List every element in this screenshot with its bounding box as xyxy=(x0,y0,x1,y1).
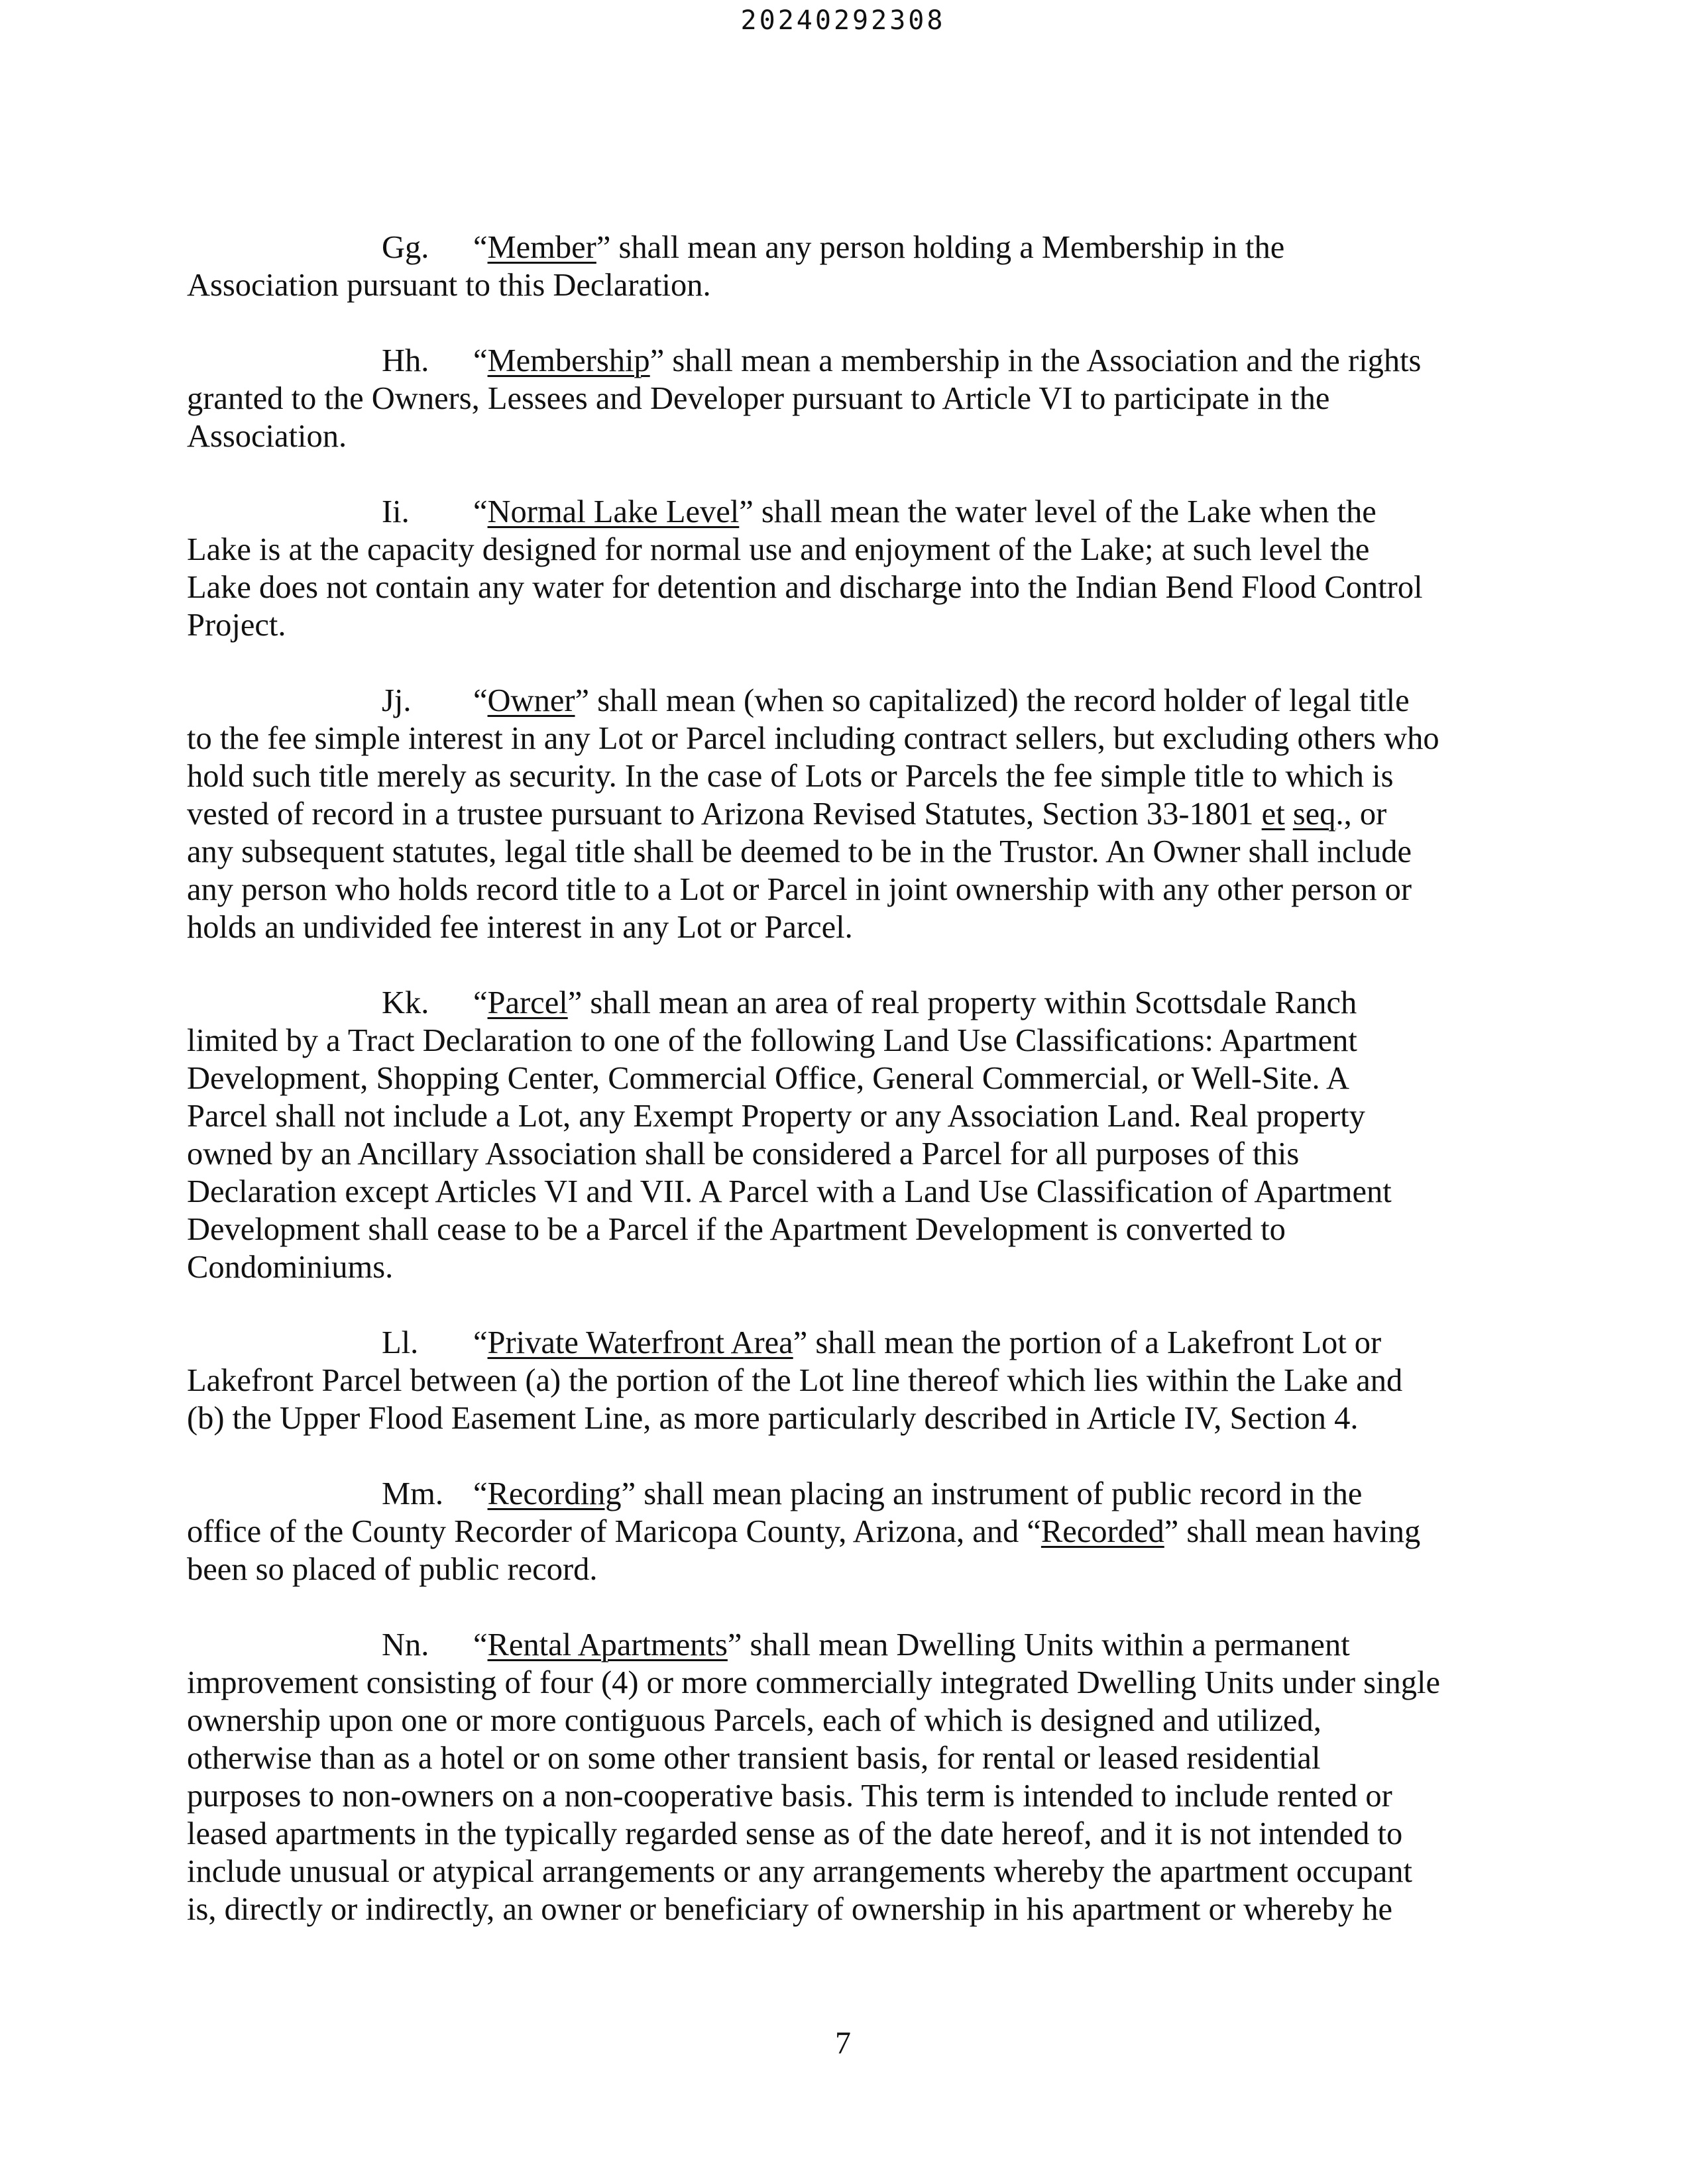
paragraph-line: Lakefront Parcel between (a) the portion of the Lot line thereof which lies within the Lake and xyxy=(187,1363,1403,1398)
paragraph-line: to the fee simple interest in any Lot or Parcel including contract sellers, but excluding others who xyxy=(187,721,1439,756)
paragraph-line: any subsequent statutes, legal title shall be deemed to be in the Trustor. An Owner shall include xyxy=(187,834,1412,869)
definition-owner xyxy=(187,682,1486,946)
document-body xyxy=(187,229,1486,1966)
paragraph-line: Development shall cease to be a Parcel if the Apartment Development is converted to xyxy=(187,1212,1286,1247)
paragraph-line: granted to the Owners, Lessees and Developer pursuant to Article VI to participate in the xyxy=(187,381,1330,416)
paragraph-line: Project. xyxy=(187,608,286,643)
defined-term: Member xyxy=(487,230,596,265)
paragraph-line: Development, Shopping Center, Commercial Office, General Commercial, or Well-Site. A xyxy=(187,1061,1350,1096)
paragraph-line: improvement consisting of four (4) or more commercially integrated Dwelling Units under single xyxy=(187,1665,1441,1700)
definition-private-waterfront-area xyxy=(187,1324,1486,1437)
paragraph-label: Ii. xyxy=(382,494,410,529)
defined-term: Membership xyxy=(487,343,650,378)
paragraph-line-with-citation xyxy=(187,795,1486,833)
citation-et: et xyxy=(1261,796,1285,832)
paragraph-line: limited by a Tract Declaration to one of the following Land Use Classifications: Apartment xyxy=(187,1023,1357,1058)
citation-seq: seq xyxy=(1292,796,1336,832)
paragraph-first-line: Kk. “Parcel” shall mean an area of real property within Scottsdale Ranch xyxy=(382,985,1357,1020)
paragraph-label: Kk. xyxy=(382,985,429,1020)
paragraph-line: Lake does not contain any water for detention and discharge into the Indian Bend Flood Control xyxy=(187,570,1423,605)
paragraph-first-line: Ll. “Private Waterfront Area” shall mean the portion of a Lakefront Lot or xyxy=(382,1325,1382,1360)
paragraph-line-with-term xyxy=(187,1513,1486,1551)
defined-term: Rental Apartments xyxy=(487,1627,728,1663)
paragraph-line: ” shall mean the water level of the Lake when the xyxy=(739,494,1377,529)
paragraph-line: Condominiums. xyxy=(187,1250,394,1285)
paragraph-line: otherwise than as a hotel or on some other transient basis, for rental or leased residential xyxy=(187,1741,1321,1776)
definition-recording xyxy=(187,1475,1486,1588)
definition-member xyxy=(187,229,1486,304)
paragraph-first-line: Mm. “Recording” shall mean placing an instrument of public record in the xyxy=(382,1476,1363,1511)
paragraph-first-line: Nn. “Rental Apartments” shall mean Dwelling Units within a permanent xyxy=(382,1627,1350,1663)
paragraph-line: ” shall mean a membership in the Association and the rights xyxy=(649,343,1422,378)
defined-term: Owner xyxy=(487,683,575,718)
paragraph-first-line: Gg. “Member” shall mean any person holding a Membership in the xyxy=(382,230,1285,265)
paragraph-line: purposes to non-owners on a non-cooperative basis. This term is intended to include rented or xyxy=(187,1778,1392,1814)
paragraph-line: ” shall mean placing an instrument of public record in the xyxy=(621,1476,1363,1511)
paragraph-line: vested of record in a trustee pursuant to Arizona Revised Statutes, Section 33-1801 xyxy=(187,796,1262,832)
paragraph-label: Mm. xyxy=(382,1476,443,1511)
paragraph-line: ” shall mean (when so capitalized) the record holder of legal title xyxy=(575,683,1410,718)
paragraph-first-line: Hh. “Membership” shall mean a membership in the Association and the rights xyxy=(382,343,1422,378)
document-number: 20240292308 xyxy=(740,5,946,36)
defined-term: Parcel xyxy=(487,985,568,1020)
paragraph-line: Declaration except Articles VI and VII. A Parcel with a Land Use Classification of Apartment xyxy=(187,1174,1392,1209)
paragraph-label: Ll. xyxy=(382,1325,419,1360)
paragraph-line: hold such title merely as security. In the case of Lots or Parcels the fee simple title to which is xyxy=(187,759,1394,794)
definition-membership xyxy=(187,342,1486,455)
paragraph-line: ownership upon one or more contiguous Parcels, each of which is designed and utilized, xyxy=(187,1703,1321,1738)
paragraph-line: office of the County Recorder of Maricopa County, Arizona, and “ xyxy=(187,1514,1041,1549)
definition-normal-lake-level xyxy=(187,493,1486,644)
paragraph-line: leased apartments in the typically regarded sense as of the date hereof, and it is not intended to xyxy=(187,1816,1403,1851)
defined-term: Private Waterfront Area xyxy=(487,1325,793,1360)
paragraph-first-line: Jj. “Owner” shall mean (when so capitalized) the record holder of legal title xyxy=(382,683,1410,718)
term-tail: ” shall mean having xyxy=(1164,1514,1421,1549)
paragraph-line: Parcel shall not include a Lot, any Exempt Property or any Association Land. Real property xyxy=(187,1099,1365,1134)
paragraph-line: Association. xyxy=(187,419,347,454)
paragraph-label: Jj. xyxy=(382,683,412,718)
paragraph-line: ” shall mean an area of real property within Scottsdale Ranch xyxy=(567,985,1357,1020)
paragraph-line: holds an undivided fee interest in any Lot or Parcel. xyxy=(187,910,853,945)
paragraph-line: any person who holds record title to a Lot or Parcel in joint ownership with any other person or xyxy=(187,872,1412,907)
paragraph-line: ” shall mean any person holding a Membership in the xyxy=(596,230,1285,265)
paragraph-line: include unusual or atypical arrangements or any arrangements whereby the apartment occupant xyxy=(187,1854,1412,1889)
paragraph-label: Hh. xyxy=(382,343,429,378)
paragraph-line: Lake is at the capacity designed for normal use and enjoyment of the Lake; at such level the xyxy=(187,532,1370,567)
page-number: 7 xyxy=(835,2026,851,2061)
paragraph-line: been so placed of public record. xyxy=(187,1552,598,1587)
paragraph-label: Nn. xyxy=(382,1627,429,1663)
paragraph-line: Association pursuant to this Declaration. xyxy=(187,268,711,303)
paragraph-line: owned by an Ancillary Association shall be considered a Parcel for all purposes of this xyxy=(187,1136,1300,1172)
paragraph-line: (b) the Upper Flood Easement Line, as more particularly described in Article IV, Section 4. xyxy=(187,1401,1359,1436)
paragraph-label: Gg. xyxy=(382,230,429,265)
paragraph-line: is, directly or indirectly, an owner or beneficiary of ownership in his apartment or whereby he xyxy=(187,1892,1393,1927)
citation-tail: ., or xyxy=(1335,796,1387,832)
definition-parcel xyxy=(187,984,1486,1286)
paragraph-first-line: Ii. “Normal Lake Level” shall mean the water level of the Lake when the xyxy=(382,494,1377,529)
paragraph-line: ” shall mean the portion of a Lakefront Lot or xyxy=(793,1325,1382,1360)
defined-term: Recording xyxy=(487,1476,622,1511)
paragraph-line: ” shall mean Dwelling Units within a permanent xyxy=(727,1627,1350,1663)
definition-rental-apartments xyxy=(187,1626,1486,1928)
defined-term: Normal Lake Level xyxy=(487,494,740,529)
defined-term-recorded: Recorded xyxy=(1040,1514,1164,1549)
